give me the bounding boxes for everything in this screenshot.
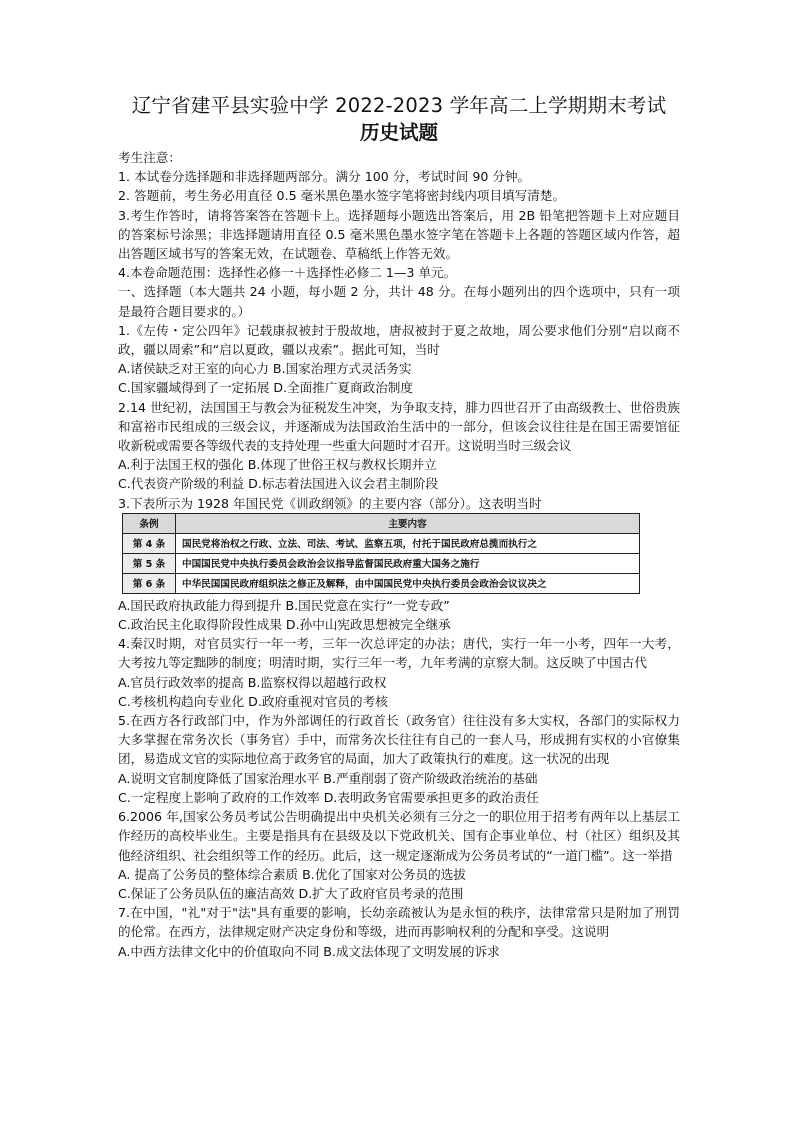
- question-2: [118, 398, 680, 494]
- table-row: [123, 573, 640, 593]
- exam-page: [118, 92, 680, 961]
- question-4: [118, 634, 680, 711]
- notice-item: 1. 本试卷分选择题和非选择题两部分。满分 100 分，考试时间 90 分钟。: [118, 169, 531, 185]
- question-stem: 4.秦汉时期，对官员实行一年一考，三年一次总评定的办法；唐代，实行一年一小考，四年一大考，大考按九等定黜陟的制度；明清时期，实行三年一考，九年考满的京察大制。这反映了中国古代: [118, 636, 680, 671]
- notice-heading: 考生注意：: [118, 150, 181, 165]
- question-options: C.考核机构趋向专业化 D.政府重视对官员的考核: [118, 693, 388, 709]
- question-options: A.中西方法律文化中的价值取向不同 B.成文法体现了文明发展的诉求: [118, 943, 500, 959]
- question-stem: 7.在中国，"礼"对于"法"具有重要的影响，长幼亲疏被认为是永恒的秩序，法律常常只是附加了刑罚的伦常。在西方，法律规定财产决定身份和等级，进而再影响权利的分配和享受。这说明: [118, 905, 680, 940]
- table-header-row: [123, 513, 640, 533]
- question-stem: 5.在西方各行政部门中，作为外部调任的行政首长（政务官）往往没有多大实权，各部门的实际权力大多掌握在常务次长（事务官）手中，而常务次长往往有自己的一套人马，形成拥有实权的小官僚集团，易造成文官的实际地位高于政务官的局面，加大了政策执行的难度。这一状况的出现: [118, 713, 680, 767]
- question-3: [118, 494, 680, 635]
- question-options: C.国家疆域得到了一定拓展 D.全面推广夏商政治制度: [118, 380, 413, 396]
- question-options: A.诸侯缺乏对王室的向心力 B.国家治理方式灵活务实: [118, 361, 412, 377]
- question-options: A.利于法国王权的强化 B.体现了世俗王权与教权长期并立: [118, 457, 437, 473]
- question-options: C.保证了公务员队伍的廉洁高效 D.扩大了政府官员考录的范围: [118, 885, 464, 901]
- question-options: A.国民政府执政能力得到提升 B.国民党意在实行“一党专政”: [118, 597, 450, 613]
- question-options: A. 提高了公务员的整体综合素质 B.优化了国家对公务员的选拔: [118, 866, 466, 882]
- question-stem: 2.14 世纪初，法国国王与教会为征税发生冲突，为争取支持，腓力四世召开了由高级教士、世俗贵族和富裕市民组成的三级会议，并逐渐成为法国政治生活中的一部分，但该会议往往是在国王需要馆征收新税或需要各等级代表的支持处理一些重大问题时才召开。这说明当时三级会议: [118, 399, 680, 454]
- table-row: [123, 533, 640, 553]
- question-options: C.一定程度上影响了政府的工作效率 D.表明政务官需要承担更多的政治责任: [118, 789, 539, 805]
- notice-item: 4.本卷命题范围：选择性必修一＋选择性必修二 1—3 单元。: [118, 265, 457, 281]
- table-cell-article: 第 5 条: [123, 553, 176, 573]
- question-options: C.代表资产阶级的利益 D.标志着法国进入议会君主制阶段: [118, 476, 439, 492]
- exam-subtitle: 历史试题: [359, 121, 438, 144]
- training-program-table: [122, 513, 640, 594]
- question-stem: 6.2006 年,国家公务员考试公告明确提出中央机关必须有三分之一的职位用于招考有两年以上基层工作经历的高校毕业生。主要是指具有在县级及以下党政机关、国有企事业单位、村（社区）组织及其他经济组织、社会组织等工作的经历。此后，这一规定逐渐成为公务员考试的“一道门槛”。这一举措: [118, 809, 680, 863]
- notice-block: [118, 148, 680, 282]
- question-stem: 1.《左传・定公四年》记载康叔被封于殷故地，唐叔被封于夏之故地，周公要求他们分别“启以商不政，疆以周索”和“启以夏政，疆以戎索”。据此可知，当时: [118, 322, 680, 358]
- exam-title: 辽宁省建平县实验中学 2022-2023 学年高二上学期期末考试: [131, 94, 667, 117]
- notice-item: 2. 答题前，考生务必用直径 0.5 毫米黑色墨水签字笔将密封线内项目填写清楚。: [118, 188, 566, 204]
- table-cell-content: 中华民国国民政府组织法之修正及解释，由中国国民党中央执行委员会政治会议议决之: [176, 573, 640, 593]
- table-header-cell: 主要内容: [176, 513, 640, 533]
- question-6: [118, 807, 680, 903]
- table-header-cell: 条例: [123, 513, 176, 533]
- question-1: [118, 321, 680, 398]
- table-cell-content: 国民党将治权之行政、立法、司法、考试、监察五项，付托于国民政府总揽而执行之: [176, 533, 640, 553]
- question-7: [118, 903, 680, 961]
- question-5: [118, 711, 680, 807]
- table-cell-article: 第 4 条: [123, 533, 176, 553]
- question-stem: 3.下表所示为 1928 年国民党《训政纲领》的主要内容（部分）。这表明当时: [118, 495, 542, 511]
- question-options: A.官员行政效率的提高 B.监察权得以超越行政权: [118, 674, 387, 690]
- question-options: A.说明文官制度降低了国家治理水平 B.严重削弱了资产阶级政治统治的基础: [118, 770, 538, 786]
- table-row: [123, 553, 640, 573]
- table-cell-article: 第 6 条: [123, 573, 176, 593]
- notice-item: 3.考生作答时，请将答案答在答题卡上。选择题每小题选出答案后，用 2B 铅笔把答题卡上对应题目的答案标号涂黑；非选择题请用直径 0.5 毫米黑色墨水签字笔在答题卡上各题的答题区域内作答，超出答题区域书写的答案无效，在试题卷、草稿纸上作答无效。: [118, 207, 680, 262]
- section-intro: 一、选择题（本大题共 24 小题，每小题 2 分，共计 48 分。在每小题列出的四个选项中，只有一项是最符合题目要求的。）: [118, 284, 680, 319]
- table-cell-content: 中国国民党中央执行委员会政治会议指导监督国民政府重大国务之施行: [176, 553, 640, 573]
- question-options: C.政治民主化取得阶段性成果 D.孙中山宪政思想被完全继承: [118, 617, 451, 633]
